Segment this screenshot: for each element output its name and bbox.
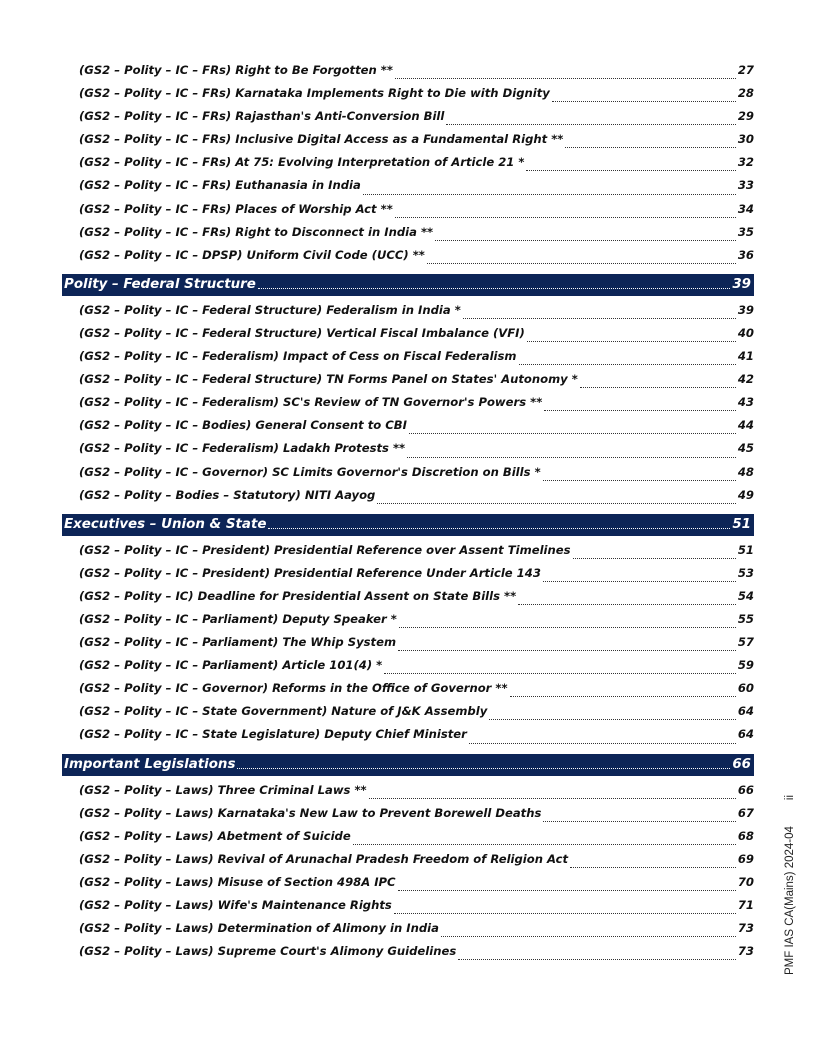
table-of-contents [62, 63, 754, 967]
toc-entry-page: 51 [737, 542, 754, 557]
toc-entry-page: 67 [737, 805, 754, 820]
leader-dots [407, 457, 736, 458]
leader-dots [469, 743, 736, 744]
leader-dots [518, 604, 736, 605]
section-heading-page: 51 [732, 516, 751, 532]
toc-entry-page: 66 [737, 782, 754, 797]
toc-entry-page: 39 [737, 302, 754, 317]
leader-dots [543, 581, 736, 582]
toc-entry-page: 42 [737, 372, 754, 387]
leader-dots [435, 240, 736, 241]
leader-dots [369, 798, 736, 799]
toc-entry-title: (GS2 – Polity – IC – FRs) Rajasthan's Anti-Conversion Bill [79, 109, 445, 124]
toc-entry-page: 33 [737, 178, 754, 193]
leader-dots [398, 890, 736, 891]
leader-dots [489, 719, 736, 720]
toc-entry[interactable] [62, 372, 754, 395]
section-heading[interactable] [62, 274, 754, 296]
toc-entry-title: (GS2 – Polity – IC – Parliament) The Whip System [79, 635, 397, 650]
toc-entry-title: (GS2 – Polity – Laws) Karnataka's New Law to Prevent Borewell Deaths [79, 805, 542, 820]
toc-entry[interactable] [62, 86, 754, 109]
leader-dots [446, 124, 735, 125]
toc-entry[interactable] [62, 109, 754, 132]
toc-entry-title: (GS2 – Polity – Laws) Misuse of Section 498A IPC [79, 874, 396, 889]
toc-entry-title: (GS2 – Polity – IC – FRs) Karnataka Implements Right to Die with Dignity [79, 86, 550, 101]
toc-entry-page: 68 [737, 828, 754, 843]
section-heading[interactable] [62, 754, 754, 776]
toc-entry-page: 73 [737, 944, 754, 959]
toc-entry[interactable] [62, 395, 754, 418]
toc-entry-title: (GS2 – Polity – IC – President) Presidential Reference over Assent Timelines [79, 542, 571, 557]
toc-entry-page: 28 [737, 86, 754, 101]
toc-entry-title: (GS2 – Polity – IC) Deadline for Presidential Assent on State Bills ** [79, 588, 517, 603]
leader-dots [519, 364, 736, 365]
section-heading-title: Polity – Federal Structure [64, 276, 256, 292]
toc-entry[interactable] [62, 704, 754, 727]
leader-dots [363, 194, 736, 195]
leader-dots [427, 263, 736, 264]
toc-entry-title: (GS2 – Polity – IC – FRs) Inclusive Digital Access as a Fundamental Right ** [79, 132, 564, 147]
toc-entry-title: (GS2 – Polity – Laws) Revival of Arunachal Pradesh Freedom of Religion Act [79, 851, 569, 866]
toc-entry-page: 64 [737, 727, 754, 742]
leader-dots [458, 959, 736, 960]
toc-entry[interactable] [62, 248, 754, 271]
toc-entry-title: (GS2 – Polity – IC – DPSP) Uniform Civil Code (UCC) ** [79, 247, 425, 262]
toc-entry-page: 27 [737, 63, 754, 77]
toc-entry-page: 53 [737, 565, 754, 580]
toc-entry-title: (GS2 – Polity – IC – Bodies) General Consent to CBI [79, 418, 407, 433]
toc-entry-title: (GS2 – Polity – IC – FRs) Places of Worship Act ** [79, 201, 393, 216]
toc-entry[interactable] [62, 326, 754, 349]
toc-entry-page: 59 [737, 658, 754, 673]
toc-entry-page: 40 [737, 325, 754, 340]
toc-entry[interactable] [62, 589, 754, 612]
leader-dots [409, 433, 736, 434]
section-heading-page: 39 [732, 276, 751, 292]
toc-entry-page: 48 [737, 464, 754, 479]
toc-entry-title: (GS2 – Polity – Laws) Supreme Court's Alimony Guidelines [79, 944, 457, 959]
toc-entry-title: (GS2 – Polity – IC – Parliament) Article 101(4) * [79, 658, 383, 673]
toc-entry[interactable] [62, 566, 754, 589]
leader-dots [395, 217, 736, 218]
section-heading[interactable] [62, 514, 754, 536]
leader-dots [463, 318, 736, 319]
toc-entry[interactable] [62, 63, 754, 86]
toc-entry[interactable] [62, 202, 754, 225]
toc-entry-title: (GS2 – Polity – IC – Parliament) Deputy Speaker * [79, 611, 397, 626]
leader-dots [552, 101, 736, 102]
toc-entry[interactable] [62, 898, 754, 921]
toc-entry-title: (GS2 – Polity – IC – State Legislature) Deputy Chief Minister [79, 727, 467, 742]
leader-dots [544, 410, 736, 411]
toc-entry-title: (GS2 – Polity – IC – Federalism) SC's Review of TN Governor's Powers ** [79, 395, 543, 410]
toc-entry-page: 64 [737, 704, 754, 719]
leader-dots [441, 936, 736, 937]
toc-entry-page: 73 [737, 921, 754, 936]
toc-entry-page: 70 [737, 874, 754, 889]
leader-dots [399, 627, 736, 628]
page-footer [784, 795, 796, 975]
toc-entry[interactable] [62, 132, 754, 155]
toc-entry-page: 71 [737, 898, 754, 912]
toc-entry-page: 49 [737, 487, 754, 502]
toc-entry-page: 57 [737, 635, 754, 650]
toc-entry[interactable] [62, 178, 754, 201]
leader-dots [268, 528, 730, 529]
toc-entry-title: (GS2 – Polity – IC – Federal Structure) TN Forms Panel on States' Autonomy * [79, 372, 578, 387]
toc-entry[interactable] [62, 829, 754, 852]
toc-entry-page: 60 [737, 681, 754, 696]
leader-dots [384, 673, 736, 674]
toc-entry-title: (GS2 – Polity – IC – FRs) Right to Disconnect in India ** [79, 224, 434, 239]
toc-entry-page: 54 [737, 588, 754, 603]
toc-entry[interactable] [62, 852, 754, 875]
section-heading-title: Important Legislations [64, 756, 236, 772]
toc-entry[interactable] [62, 155, 754, 178]
toc-entry-page: 45 [737, 441, 754, 456]
toc-entry-page: 44 [737, 418, 754, 433]
toc-entry[interactable] [62, 488, 754, 511]
toc-entry[interactable] [62, 875, 754, 898]
toc-entry-title: (GS2 – Polity – Laws) Determination of Alimony in India [79, 921, 439, 936]
toc-entry[interactable] [62, 225, 754, 248]
toc-entry-title: (GS2 – Polity – Laws) Abetment of Suicide [79, 828, 351, 843]
toc-entry[interactable] [62, 658, 754, 681]
toc-entry-title: (GS2 – Polity – IC – FRs) At 75: Evolving Interpretation of Article 21 * [79, 155, 525, 170]
toc-entry-page: 36 [737, 247, 754, 262]
leader-dots [543, 480, 736, 481]
section-heading-page: 66 [732, 756, 751, 772]
toc-entry[interactable] [62, 681, 754, 704]
toc-entry[interactable] [62, 612, 754, 635]
toc-entry[interactable] [62, 806, 754, 829]
toc-entry-page: 35 [737, 224, 754, 239]
leader-dots [573, 558, 736, 559]
toc-entry-page: 32 [737, 155, 754, 170]
leader-dots [394, 913, 736, 914]
toc-entry[interactable] [62, 303, 754, 326]
toc-entry[interactable] [62, 465, 754, 488]
toc-entry-title: (GS2 – Polity – IC – FRs) Right to Be Forgotten ** [79, 63, 393, 77]
leader-dots [580, 387, 736, 388]
toc-entry-page: 55 [737, 611, 754, 626]
leader-dots [237, 768, 730, 769]
toc-entry-title: (GS2 – Polity – IC – Federal Structure) Vertical Fiscal Imbalance (VFI) [79, 325, 525, 340]
toc-entry-page: 30 [737, 132, 754, 147]
toc-entry[interactable] [62, 944, 754, 967]
toc-entry-page: 34 [737, 201, 754, 216]
leader-dots [526, 170, 735, 171]
toc-entry-title: (GS2 – Polity – IC – FRs) Euthanasia in India [79, 178, 361, 193]
toc-entry-page: 43 [737, 395, 754, 410]
toc-entry-title: (GS2 – Polity – IC – Federal Structure) Federalism in India * [79, 302, 461, 317]
toc-entry[interactable] [62, 727, 754, 750]
leader-dots [377, 503, 736, 504]
leader-dots [395, 78, 736, 79]
toc-entry[interactable] [62, 635, 754, 658]
toc-entry-title: (GS2 – Polity – IC – Federalism) Impact of Cess on Fiscal Federalism [79, 349, 517, 364]
toc-entry-page: 41 [737, 349, 754, 364]
section-heading-title: Executives – Union & State [64, 516, 267, 532]
leader-dots [565, 147, 736, 148]
leader-dots [543, 821, 735, 822]
toc-entry-title: (GS2 – Polity – Bodies – Statutory) NITI Aayog [79, 487, 376, 502]
toc-entry-title: (GS2 – Polity – IC – Federalism) Ladakh Protests ** [79, 441, 406, 456]
toc-entry-page: 69 [737, 851, 754, 866]
toc-entry[interactable] [62, 418, 754, 441]
page-number: ii [784, 794, 796, 801]
toc-entry-title: (GS2 – Polity – Laws) Three Criminal Laws ** [79, 782, 367, 797]
leader-dots [527, 341, 736, 342]
toc-entry-title: (GS2 – Polity – IC – State Government) Nature of J&K Assembly [79, 704, 488, 719]
footer-text: PMF IAS CA(Mains) 2024-04 [784, 826, 796, 975]
leader-dots [570, 867, 736, 868]
leader-dots [353, 844, 736, 845]
leader-dots [258, 288, 731, 289]
toc-entry[interactable] [62, 543, 754, 566]
toc-entry[interactable] [62, 441, 754, 464]
leader-dots [510, 696, 736, 697]
toc-entry-page: 29 [737, 109, 754, 124]
toc-entry-title: (GS2 – Polity – IC – Governor) SC Limits Governor's Discretion on Bills * [79, 464, 541, 479]
toc-entry-title: (GS2 – Polity – Laws) Wife's Maintenance Rights [79, 898, 392, 912]
toc-entry[interactable] [62, 783, 754, 806]
toc-entry[interactable] [62, 921, 754, 944]
toc-entry-title: (GS2 – Polity – IC – Governor) Reforms in the Office of Governor ** [79, 681, 508, 696]
leader-dots [398, 650, 736, 651]
toc-entry-title: (GS2 – Polity – IC – President) Presidential Reference Under Article 143 [79, 565, 541, 580]
toc-entry[interactable] [62, 349, 754, 372]
